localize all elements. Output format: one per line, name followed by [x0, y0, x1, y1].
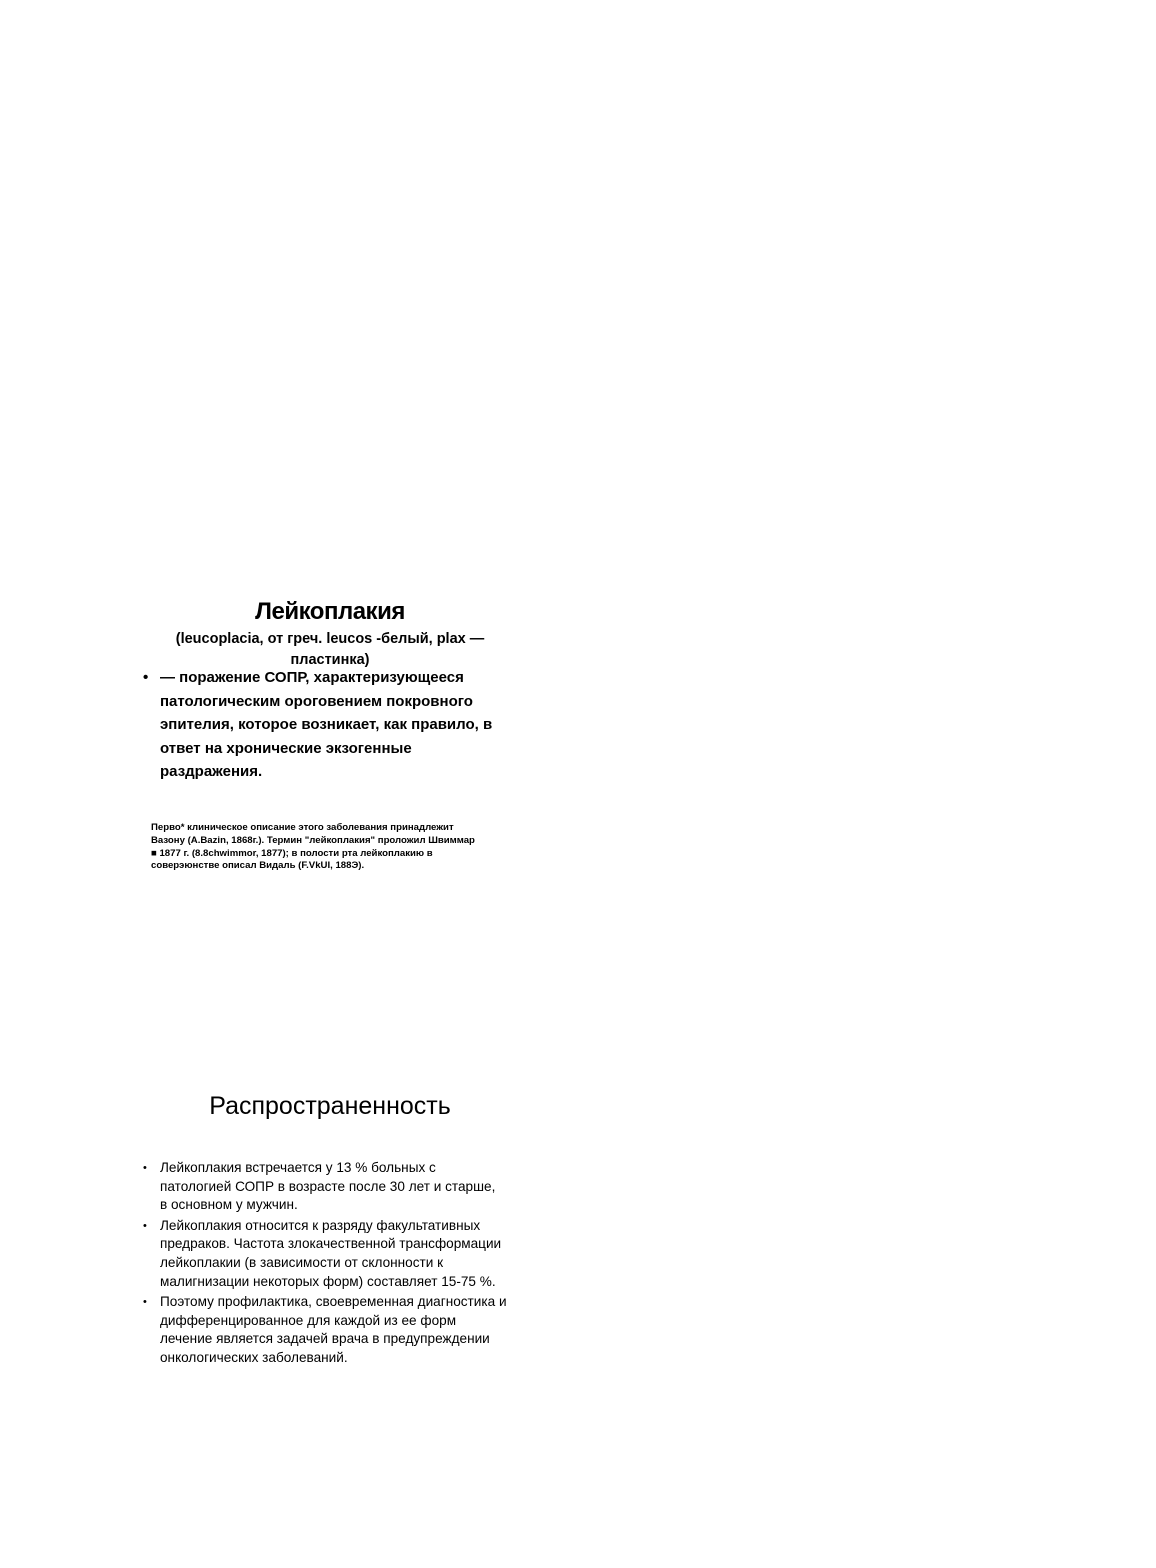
note-line: соверэюнстве описал Видаль (F.VkUI, 188Э). [151, 860, 365, 872]
subtitle-line: (leucoplacia, от греч. leucos -белый, plax — [175, 631, 485, 647]
item-line: дифференцированное для каждой из ее форм [160, 1312, 457, 1328]
slide-title: Распространенность [209, 1092, 451, 1120]
definition-line: ответ на хронические экзогенные [160, 739, 412, 757]
slide-subtitle [150, 629, 510, 671]
definition-line: эпителия, которое возникает, как правило, в [160, 716, 493, 733]
bullet-marker: • [143, 1219, 147, 1232]
bullet-marker: • [143, 1162, 147, 1174]
list-item [143, 1293, 543, 1367]
note-line: Перво* клиническое описание этого заболевания принадлежит [151, 822, 454, 833]
note-line: Вазону (A.Bazin, 1868г.). Термин "лейкоплакия" проложил Швиммар [151, 834, 475, 846]
item-line: патологией СОПР в возрасте после 30 лет и старше, [160, 1178, 496, 1194]
note-line: ■ 1877 г. (8.8chwimmor, 1877); в полости рта лейкоплакию в [151, 847, 433, 859]
definition-bullet [143, 666, 523, 784]
item-line: лейкоплакии (в зависимости от склонности к [160, 1254, 444, 1270]
item-line: предраков. Частота злокачественной трансформации [160, 1236, 502, 1252]
item-line: онкологических заболеваний. [160, 1349, 348, 1365]
definition-line: раздражения. [160, 763, 263, 780]
slide-title: Лейкоплакия [255, 598, 405, 625]
bullet-marker: • [143, 669, 149, 686]
item-line: малигнизации некоторых форм) составляет 15-75 %. [160, 1273, 496, 1289]
definition-line: патологическим ороговением покровного [160, 692, 473, 710]
bullet-marker: • [143, 1296, 147, 1309]
prevalence-list [143, 1159, 543, 1370]
item-line: Поэтому профилактика, своевременная диагностика и [160, 1294, 507, 1310]
list-item [143, 1217, 543, 1291]
definition-line: — поражение СОПР, характеризующееся [160, 669, 464, 686]
subtitle-line: пластинка) [290, 652, 370, 668]
definition-text [160, 666, 523, 784]
item-line: Лейкоплакия относится к разряду факультативных [160, 1217, 481, 1233]
item-line: лечение является задачей врача в предупреждении [160, 1331, 490, 1347]
list-item [143, 1159, 543, 1215]
history-note [151, 822, 531, 873]
item-line: в основном у мужчин. [160, 1197, 298, 1213]
item-line: Лейкоплакия встречается у 13 % больных с [160, 1160, 436, 1175]
